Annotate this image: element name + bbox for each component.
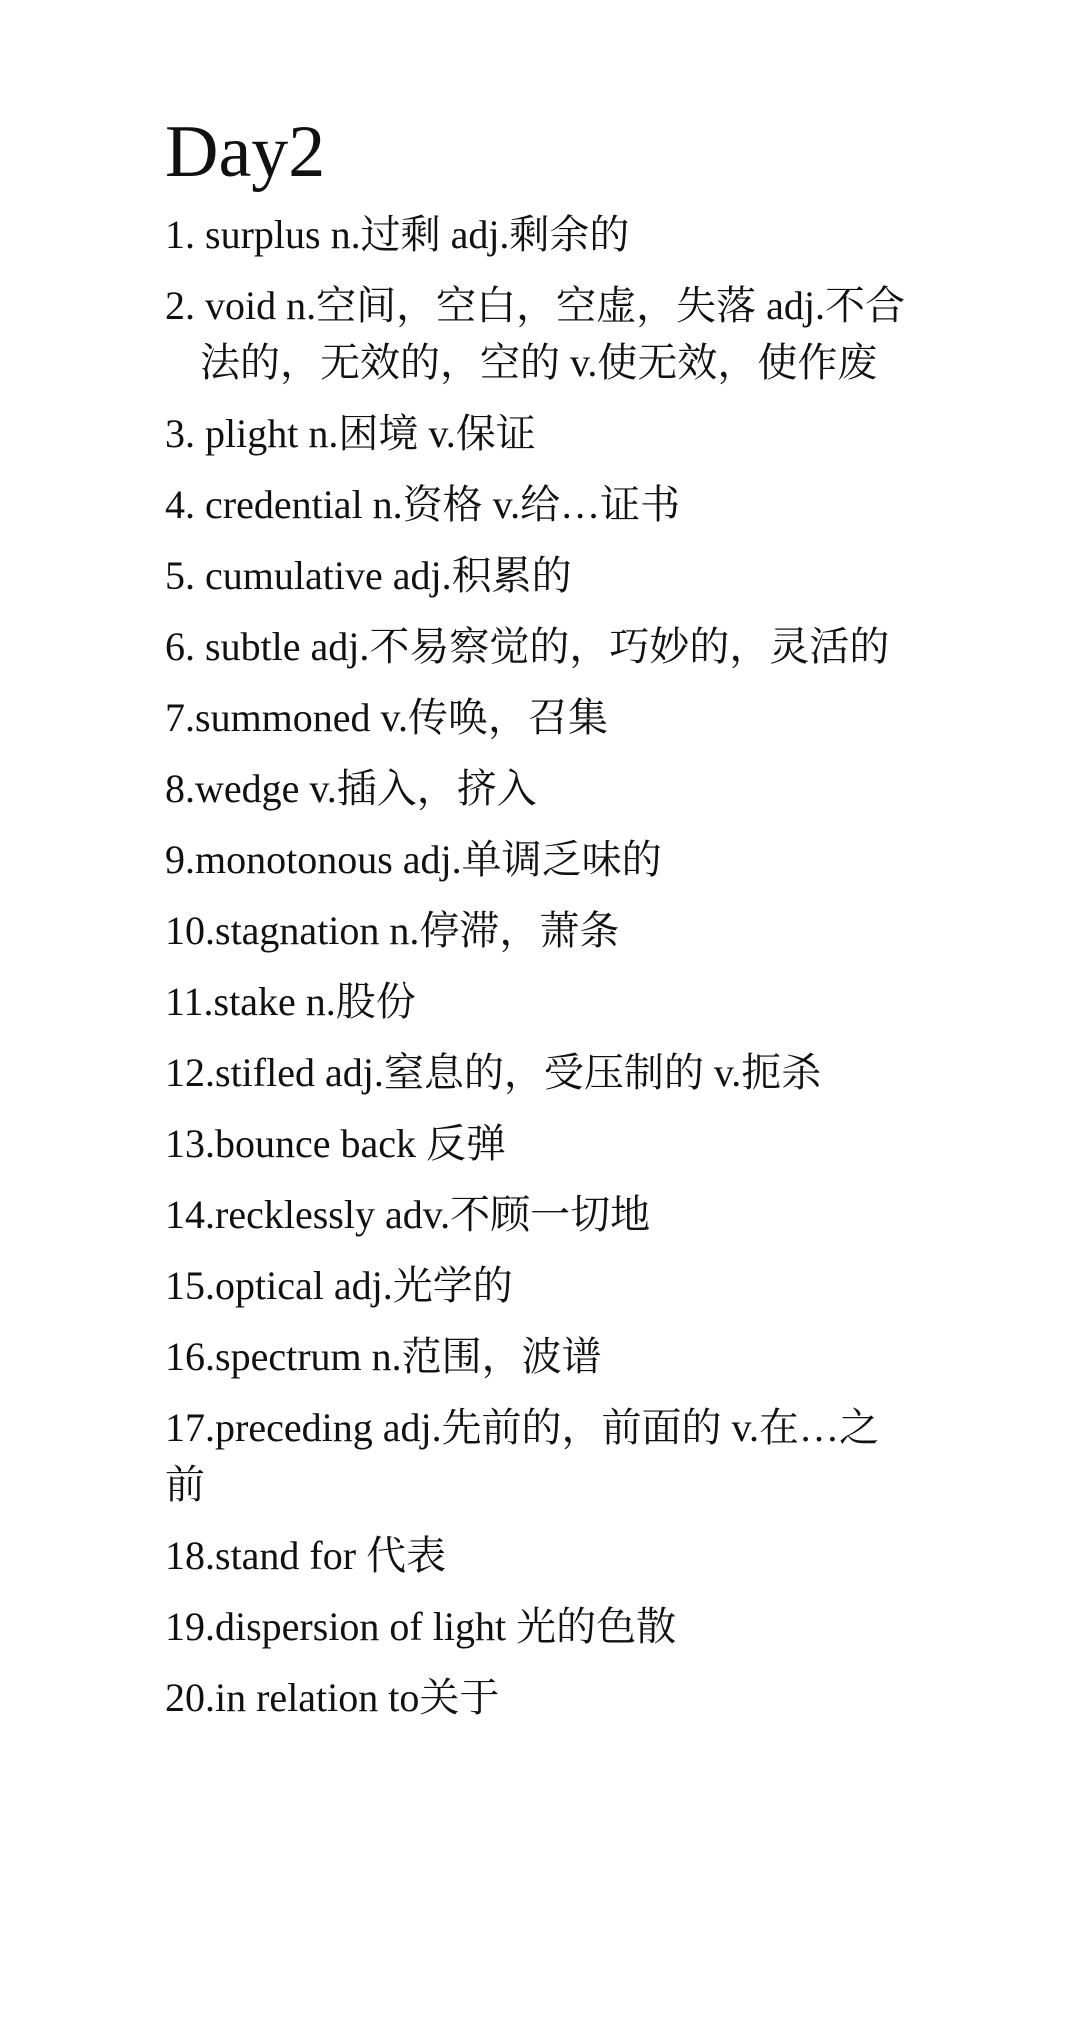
list-item: 17.preceding adj.先前的，前面的 v.在…之前 xyxy=(165,1405,879,1507)
list-item: 11.stake n.股份 xyxy=(165,979,416,1024)
list-item: 20.in relation to关于 xyxy=(165,1675,500,1720)
list-item: 13.bounce back 反弹 xyxy=(165,1121,507,1166)
list-item: 12.stifled adj.窒息的，受压制的 v.扼杀 xyxy=(165,1050,822,1095)
list-item: 5. cumulative adj.积累的 xyxy=(165,553,572,598)
list-item: 16.spectrum n.范围，波谱 xyxy=(165,1334,602,1379)
list-item: 18.stand for 代表 xyxy=(165,1533,447,1578)
vocabulary-page xyxy=(165,108,905,1740)
page-title: Day2 xyxy=(165,111,326,193)
list-item: 7.summoned v.传唤，召集 xyxy=(165,695,608,740)
list-item: 15.optical adj.光学的 xyxy=(165,1263,513,1308)
list-item: 2. void n.空间，空白，空虚，失落 adj.不合法的，无效的，空的 v.使无效，使作废 xyxy=(165,283,905,385)
vocabulary-list xyxy=(165,206,905,1726)
list-item: 3. plight n.困境 v.保证 xyxy=(165,411,536,456)
list-item: 10.stagnation n.停滞，萧条 xyxy=(165,908,620,953)
list-item: 8.wedge v.插入，挤入 xyxy=(165,766,537,811)
list-item: 6. subtle adj.不易察觉的，巧妙的，灵活的 xyxy=(165,624,890,669)
list-item: 14.recklessly adv.不顾一切地 xyxy=(165,1192,651,1237)
list-item: 19.dispersion of light 光的色散 xyxy=(165,1604,677,1649)
list-item: 9.monotonous adj.单调乏味的 xyxy=(165,837,662,882)
list-item: 4. credential n.资格 v.给…证书 xyxy=(165,482,681,527)
list-item: 1. surplus n.过剩 adj.剩余的 xyxy=(165,212,630,257)
